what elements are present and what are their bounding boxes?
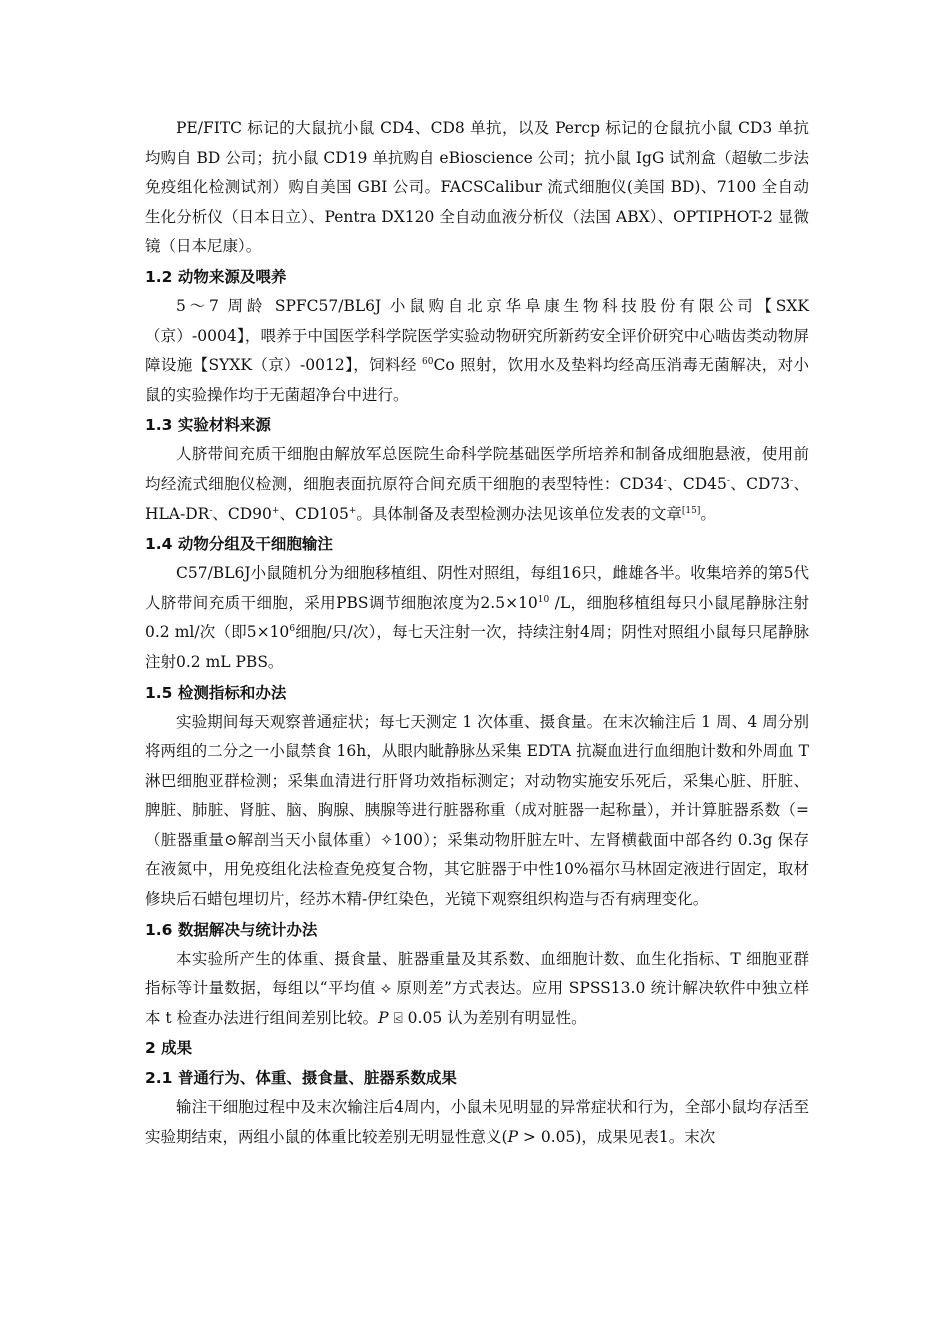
superscript: + <box>348 505 357 516</box>
paragraph-reagents: PE/FITC 标记的大鼠抗小鼠 CD4、CD8 单抗，以及 Percp 标记的仓鼠抗小鼠 CD3 单抗均购自 BD 公司；抗小鼠 CD19 单抗购自 eBioscience 公司；抗小鼠 IgG 试剂盒（超敏二步法免疫组化检测试剂）购自美国 GBI 公司。FACSCalibur 流式细胞仪(美国 BD)、7100 全自动生化分析仪（日本日立）、Pentra DX120 全自动血液分析仪（法国 ABX）、OPTIPHOT-2 显微镜（日本尼康）。 <box>145 119 809 256</box>
superscript: - <box>790 475 794 486</box>
italic-p: P <box>507 1128 518 1147</box>
heading-2-1: 2.1 普通行为、体重、摄食量、脏器系数成果 <box>145 1069 457 1088</box>
text-run: > 0.05)，成果见表1。末次 <box>518 1128 716 1147</box>
heading-1-4: 1.4 动物分组及干细胞输注 <box>145 535 333 554</box>
superscript: - <box>663 475 667 486</box>
paragraph-grouping <box>145 559 809 677</box>
paragraph-animal-source <box>145 292 809 410</box>
paragraph-statistics <box>145 945 809 1034</box>
text-run: 输注干细胞过程中及末次输注后4周内，小鼠未见明显的异常症状和行为，全部小鼠均存活至实验期结束，两组小鼠的体重比较差别无明显性意义( <box>145 1098 809 1147</box>
text-run: 本实验所产生的体重、摄食量、脏器重量及其系数、血细胞计数、血生化指标、T 细胞亚群指标等计量数据，每组以“平均值 ⟡ 原则差”方式表达。应用 SPSS13.0 统计解决软件中独立样本 t 检查办法进行组间差别比较。 <box>145 949 809 1027</box>
italic-p: P <box>378 1008 389 1027</box>
superscript: 6 <box>289 624 296 635</box>
text-run: 。 <box>700 504 716 523</box>
heading-2: 2 成果 <box>145 1039 193 1058</box>
text-run: 、CD90 <box>212 504 272 523</box>
superscript: + <box>271 505 280 516</box>
text-run: 细胞/只/次），每七天注射一次，持续注射4周；阴性对照组小鼠每只尾静脉注射0.2 mL PBS。 <box>145 623 810 671</box>
paragraph-results <box>145 1093 809 1152</box>
text-run: /L，细胞移植组每只小鼠尾静脉注射0.2 ml/次（即5×10 <box>145 593 809 642</box>
superscript: 10 <box>537 594 550 605</box>
document-body <box>145 114 809 1153</box>
text-run: 、HLA-DR <box>145 474 809 523</box>
paragraph-methods: 实验期间每天观察普通症状；每七天测定 1 次体重、摄食量。在末次输注后 1 周、4 周分别将两组的二分之一小鼠禁食 16h，从眼内眦静脉丛采集 EDTA 抗凝血进行血细胞计数和外周血 T 淋巴细胞亚群检测；采集血清进行肝肾功效指标测定；对动物实施安乐死后，采集心脏、肝脏、脾脏、肺脏、肾脏、脑、胸腺、胰腺等进行脏器称重（成对脏器一起称量），并计算脏器系数（=（脏器重量⊙解剖当天小鼠体重）✧100）；采集动物肝脏左叶、左肾横截面中部各约 0.3g 保存在液氮中，用免疫组化法检查免疫复合物，其它脏器于中性10%福尔马林固定液进行固定，取材修块后石蜡包埋切片，经苏木精-伊红染色，光镜下观察组织构造与否有病理变化。 <box>145 712 809 909</box>
text-run: 、CD45 <box>666 474 727 493</box>
heading-1-6: 1.6 数据解决与统计办法 <box>145 920 318 939</box>
superscript: 60 <box>422 357 434 367</box>
heading-1-2: 1.2 动物来源及喂养 <box>145 267 287 286</box>
superscript: - <box>726 475 730 486</box>
text-run: 5～7 周龄 SPFC57/BL6J 小鼠购自北京华阜康生物科技股份有限公司【SXK（京）-0004】，喂养于中国医学科学院医学实验动物研究所新药安全评价研究中心啮齿类动物屏障设施【SYXK（京）-0012】，饲料经 <box>145 296 809 375</box>
heading-1-3: 1.3 实验材料来源 <box>145 416 271 435</box>
text-run: 、CD105 <box>279 504 349 523</box>
text-run: Co 照射，饮用水及垫料均经高压消毒无菌解决，对小鼠的实验操作均于无菌超净台中进行。 <box>145 356 810 404</box>
citation-reference: [15] <box>681 505 701 516</box>
heading-1-5: 1.5 检测指标和办法 <box>145 683 287 702</box>
text-run: 人脐带间充质干细胞由解放军总医院生命科学院基础医学所培养和制备成细胞悬液，使用前均经流式细胞仪检测，细胞表面抗原符合间充质干细胞的表型特性：CD34 <box>145 445 809 493</box>
text-run: 。具体制备及表型检测办法见该单位发表的文章 <box>356 504 682 523</box>
superscript: - <box>209 505 213 516</box>
text-run: 、CD73 <box>729 474 791 493</box>
text-run: ⍃ 0.05 认为差别有明显性。 <box>388 1008 587 1027</box>
text-run: C57/BL6J小鼠随机分为细胞移植组、阴性对照组，每组16只，雌雄各半。收集培养的第5代人脐带间充质干细胞，采用PBS调节细胞浓度为2.5×10 <box>145 564 809 612</box>
paragraph-materials <box>145 440 809 529</box>
